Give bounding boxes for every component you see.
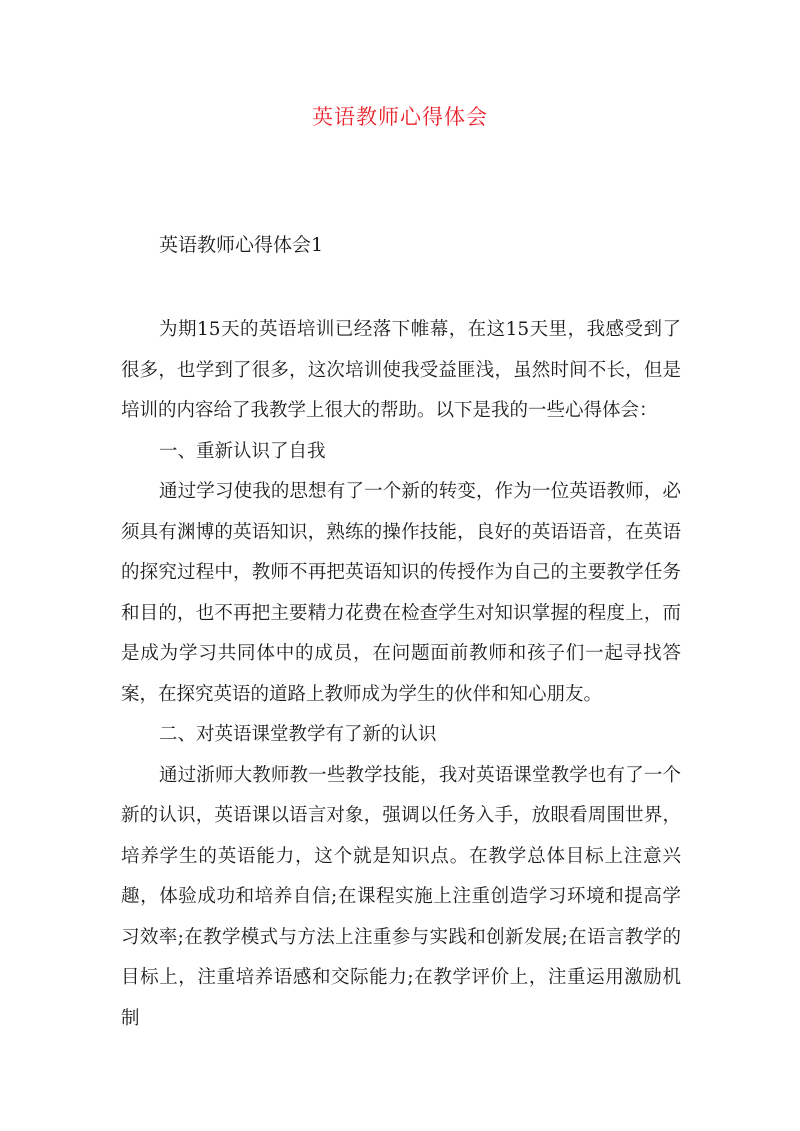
subheading-self-recognition: 一、重新认识了自我 — [159, 440, 326, 462]
paragraph-self-recognition: 通过学习使我的思想有了一个新的转变，作为一位英语教师，必须具有渊博的英语知识，熟练的操作技能，良好的英语语音，在英语的探究过程中，教师不再把英语知识的传授作为自己的主要教学任务和目的，也不再把主要精力花费在检查学生对知识掌握的程度上，而是成为学习共同体中的成员，在问题面前教师和孩子们一起寻找答案，在探究英语的道路上教师成为学生的伙伴和知心朋友。 — [121, 481, 681, 705]
subheading-classroom-teaching: 二、对英语课堂教学有了新的认识 — [159, 724, 437, 745]
document-body — [121, 310, 681, 1039]
document-title: 英语教师心得体会 — [312, 105, 488, 129]
section-heading: 英语教师心得体会1 — [159, 234, 324, 256]
paragraph-intro: 为期15天的英语培训已经落下帷幕，在这15天里，我感受到了很多，也学到了很多，这次培训使我受益匪浅，虽然时间不长，但是培训的内容给了我教学上很大的帮助。以下是我的一些心得体会： — [121, 319, 681, 421]
paragraph-classroom-teaching: 通过浙师大教师教一些教学技能，我对英语课堂教学也有了一个新的认识，英语课以语言对象，强调以任务入手，放眼看周围世界，培养学生的英语能力，这个就是知识点。在教学总体目标上注意兴趣，体验成功和培养自信;在课程实施上注重创造学习环境和提高学习效率;在教学模式与方法上注重参与实践和创新发展;在语言教学的目标上，注重培养语感和交际能力;在教学评价上，注重运用激励机制 — [121, 764, 681, 1029]
